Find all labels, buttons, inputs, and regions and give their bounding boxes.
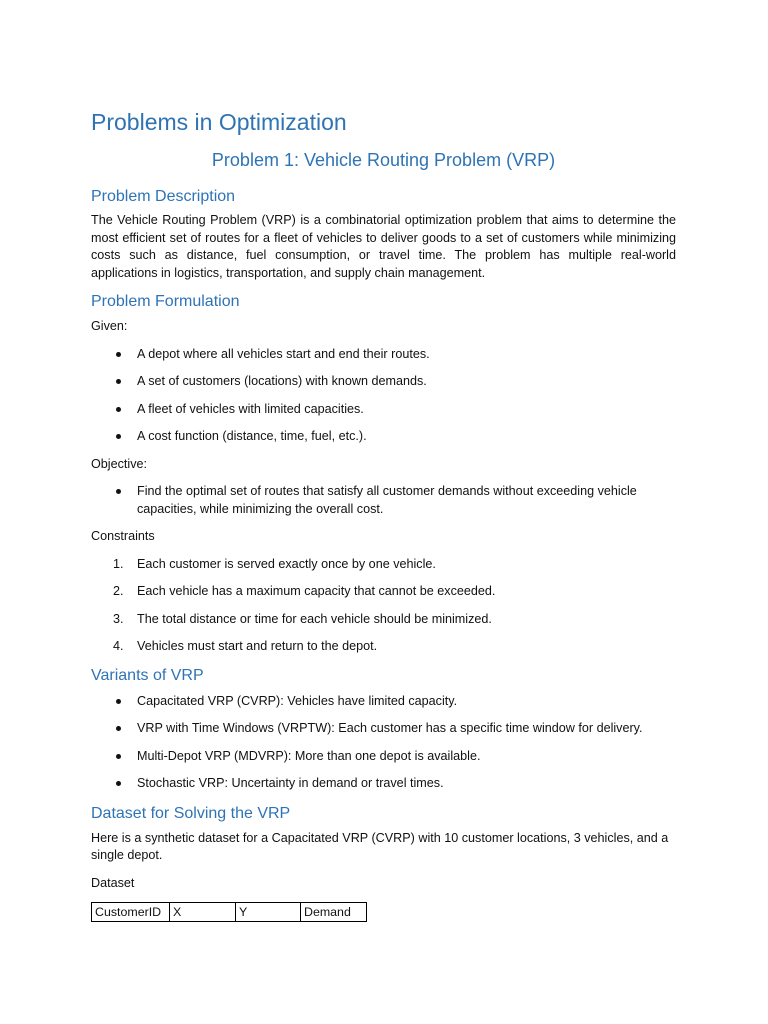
dataset-label: Dataset xyxy=(91,875,135,890)
list-item: Stochastic VRP: Uncertainty in demand or travel times. xyxy=(91,775,676,793)
list-number: 2. xyxy=(113,584,124,598)
document-title: Problems in Optimization xyxy=(91,109,347,135)
list-item: A depot where all vehicles start and end their routes. xyxy=(91,346,676,364)
list-item: 3. The total distance or time for each vehicle should be minimized. xyxy=(91,611,676,629)
problem-subtitle: Problem 1: Vehicle Routing Problem (VRP) xyxy=(211,150,556,170)
description-paragraph: The Vehicle Routing Problem (VRP) is a combinatorial optimization problem that aims to determine the most efficient set of routes for a fleet of vehicles to deliver goods to a set of customers while minimizing costs such as distance, fuel consumption, or travel time. The problem has multiple real-world applications in logistics, transportation, and supply chain management. xyxy=(91,213,676,280)
variants-heading: Variants of VRP xyxy=(91,666,204,684)
variants-list xyxy=(91,693,676,793)
bullet-icon xyxy=(116,699,121,704)
column-header: Demand xyxy=(301,903,367,922)
bullet-icon xyxy=(116,781,121,786)
given-list xyxy=(91,346,676,446)
constraints-list xyxy=(91,556,676,656)
table-header-row xyxy=(92,903,367,922)
dataset-heading: Dataset for Solving the VRP xyxy=(91,804,291,822)
given-label: Given: xyxy=(91,319,128,333)
list-item: 1. Each customer is served exactly once by one vehicle. xyxy=(91,556,676,574)
bullet-icon xyxy=(116,754,121,759)
list-item: Find the optimal set of routes that satisfy all customer demands without exceeding vehicle capacities, while minimizing the overall cost. xyxy=(91,483,676,518)
bullet-icon xyxy=(116,434,121,439)
dataset-table xyxy=(91,902,367,922)
list-item: VRP with Time Windows (VRPTW): Each customer has a specific time window for delivery. xyxy=(91,720,676,738)
formulation-heading: Problem Formulation xyxy=(91,293,240,310)
list-item: Capacitated VRP (CVRP): Vehicles have limited capacity. xyxy=(91,693,676,711)
dataset-intro: Here is a synthetic dataset for a Capacitated VRP (CVRP) with 10 customer locations, 3 vehicles, and a single depot. xyxy=(91,830,669,862)
list-number: 4. xyxy=(113,639,124,653)
objective-label: Objective: xyxy=(91,456,147,471)
list-item: 4. Vehicles must start and return to the depot. xyxy=(91,638,676,656)
list-number: 3. xyxy=(113,611,124,626)
list-item: 2. Each vehicle has a maximum capacity that cannot be exceeded. xyxy=(91,583,676,601)
constraints-label: Constraints xyxy=(91,529,155,543)
bullet-icon xyxy=(116,407,121,412)
column-header: CustomerID xyxy=(92,903,170,922)
bullet-icon xyxy=(116,726,121,731)
bullet-icon xyxy=(116,352,121,357)
objective-list xyxy=(91,483,676,518)
list-item: A set of customers (locations) with known demands. xyxy=(91,373,676,391)
list-number: 1. xyxy=(113,556,124,571)
document-page xyxy=(91,106,676,922)
column-header: X xyxy=(170,903,236,922)
description-heading: Problem Description xyxy=(91,188,236,205)
column-header: Y xyxy=(236,903,301,922)
bullet-icon xyxy=(116,379,121,384)
list-item: A fleet of vehicles with limited capacities. xyxy=(91,401,676,419)
bullet-icon xyxy=(116,489,121,494)
list-item: Multi-Depot VRP (MDVRP): More than one depot is available. xyxy=(91,748,676,766)
list-item: A cost function (distance, time, fuel, etc.). xyxy=(91,428,676,446)
